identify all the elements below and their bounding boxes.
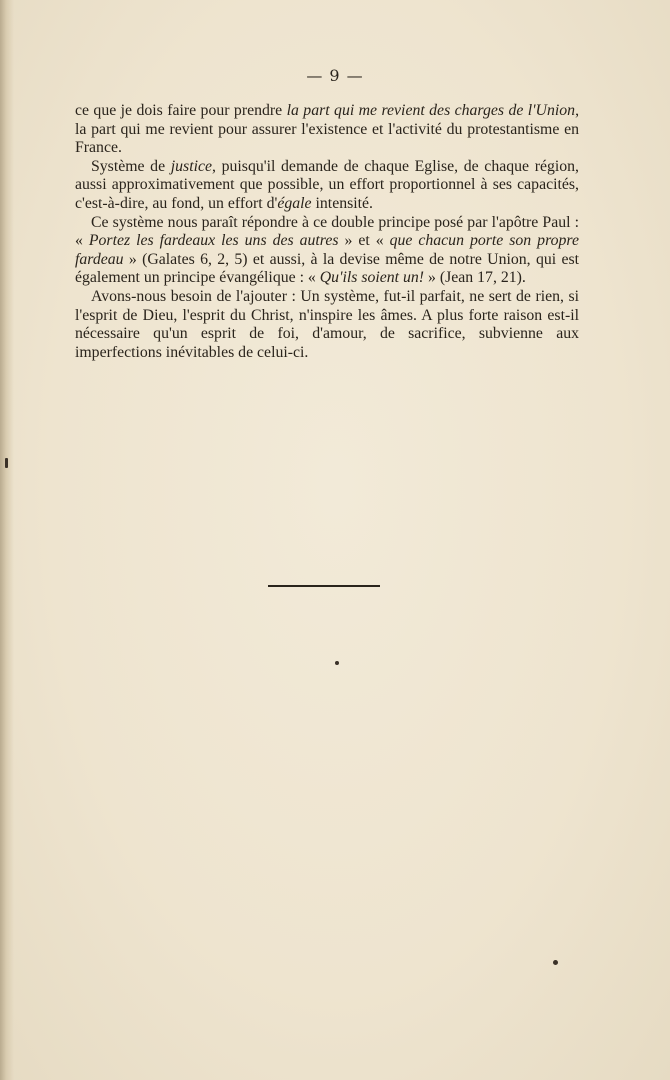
italic-run: égale — [277, 194, 312, 212]
text-run: » (Galates 6, 2, 5) et aussi, à la devise même de notre Union, qui est également un principe évangélique : « — [75, 250, 579, 287]
text-run: » et « — [338, 232, 390, 250]
page-spine-shadow — [0, 0, 14, 1080]
text-run: » (Jean 17, 21). — [424, 269, 526, 287]
italic-run: la part qui me revient des charges de l'Union — [286, 102, 576, 119]
text-run: , la part qui me revient pour assurer l'existence et l'activité du protestantisme en France. — [75, 102, 580, 157]
text-run: Ce système nous paraît répondre à ce double principe posé par l'apôtre Paul : « — [75, 213, 579, 250]
text-run: , puisqu'il demande de chaque Eglise, de chaque région, aussi approximativement que possible, un effort proportionnel à ses capacités, c'est-à-dire, au fond, un effort d' — [75, 157, 579, 212]
text-run: Système de — [91, 157, 171, 175]
paragraph-2 — [75, 158, 579, 214]
page-number: — 9 — — [306, 66, 364, 85]
body-text — [75, 102, 579, 362]
italic-run: Qu'ils soient un! — [319, 269, 425, 287]
paper-speck — [335, 661, 339, 665]
paper-speck — [5, 458, 8, 468]
section-separator-rule — [268, 585, 380, 587]
text-run: ce que je dois faire pour prendre — [75, 102, 287, 119]
paragraph-3 — [75, 214, 579, 288]
text-run: Avons-nous besoin de l'ajouter : Un système, fut-il parfait, ne sert de rien, si l'esprit de Dieu, l'esprit du Christ, n'inspire les âmes. A plus forte raison est-il nécessaire qu'un esprit de foi, d'amour, de sacrifice, subvienne aux imperfections inévitables de celui-ci. — [75, 287, 579, 361]
italic-run: justice — [170, 157, 213, 175]
italic-run: que chacun porte son propre fardeau — [75, 232, 579, 268]
paper-speck — [553, 960, 558, 965]
text-run: intensité. — [311, 194, 373, 212]
paragraph-1 — [75, 102, 579, 158]
paragraph-4 — [75, 288, 579, 362]
italic-run: Portez les fardeaux les uns des autres — [88, 232, 339, 250]
